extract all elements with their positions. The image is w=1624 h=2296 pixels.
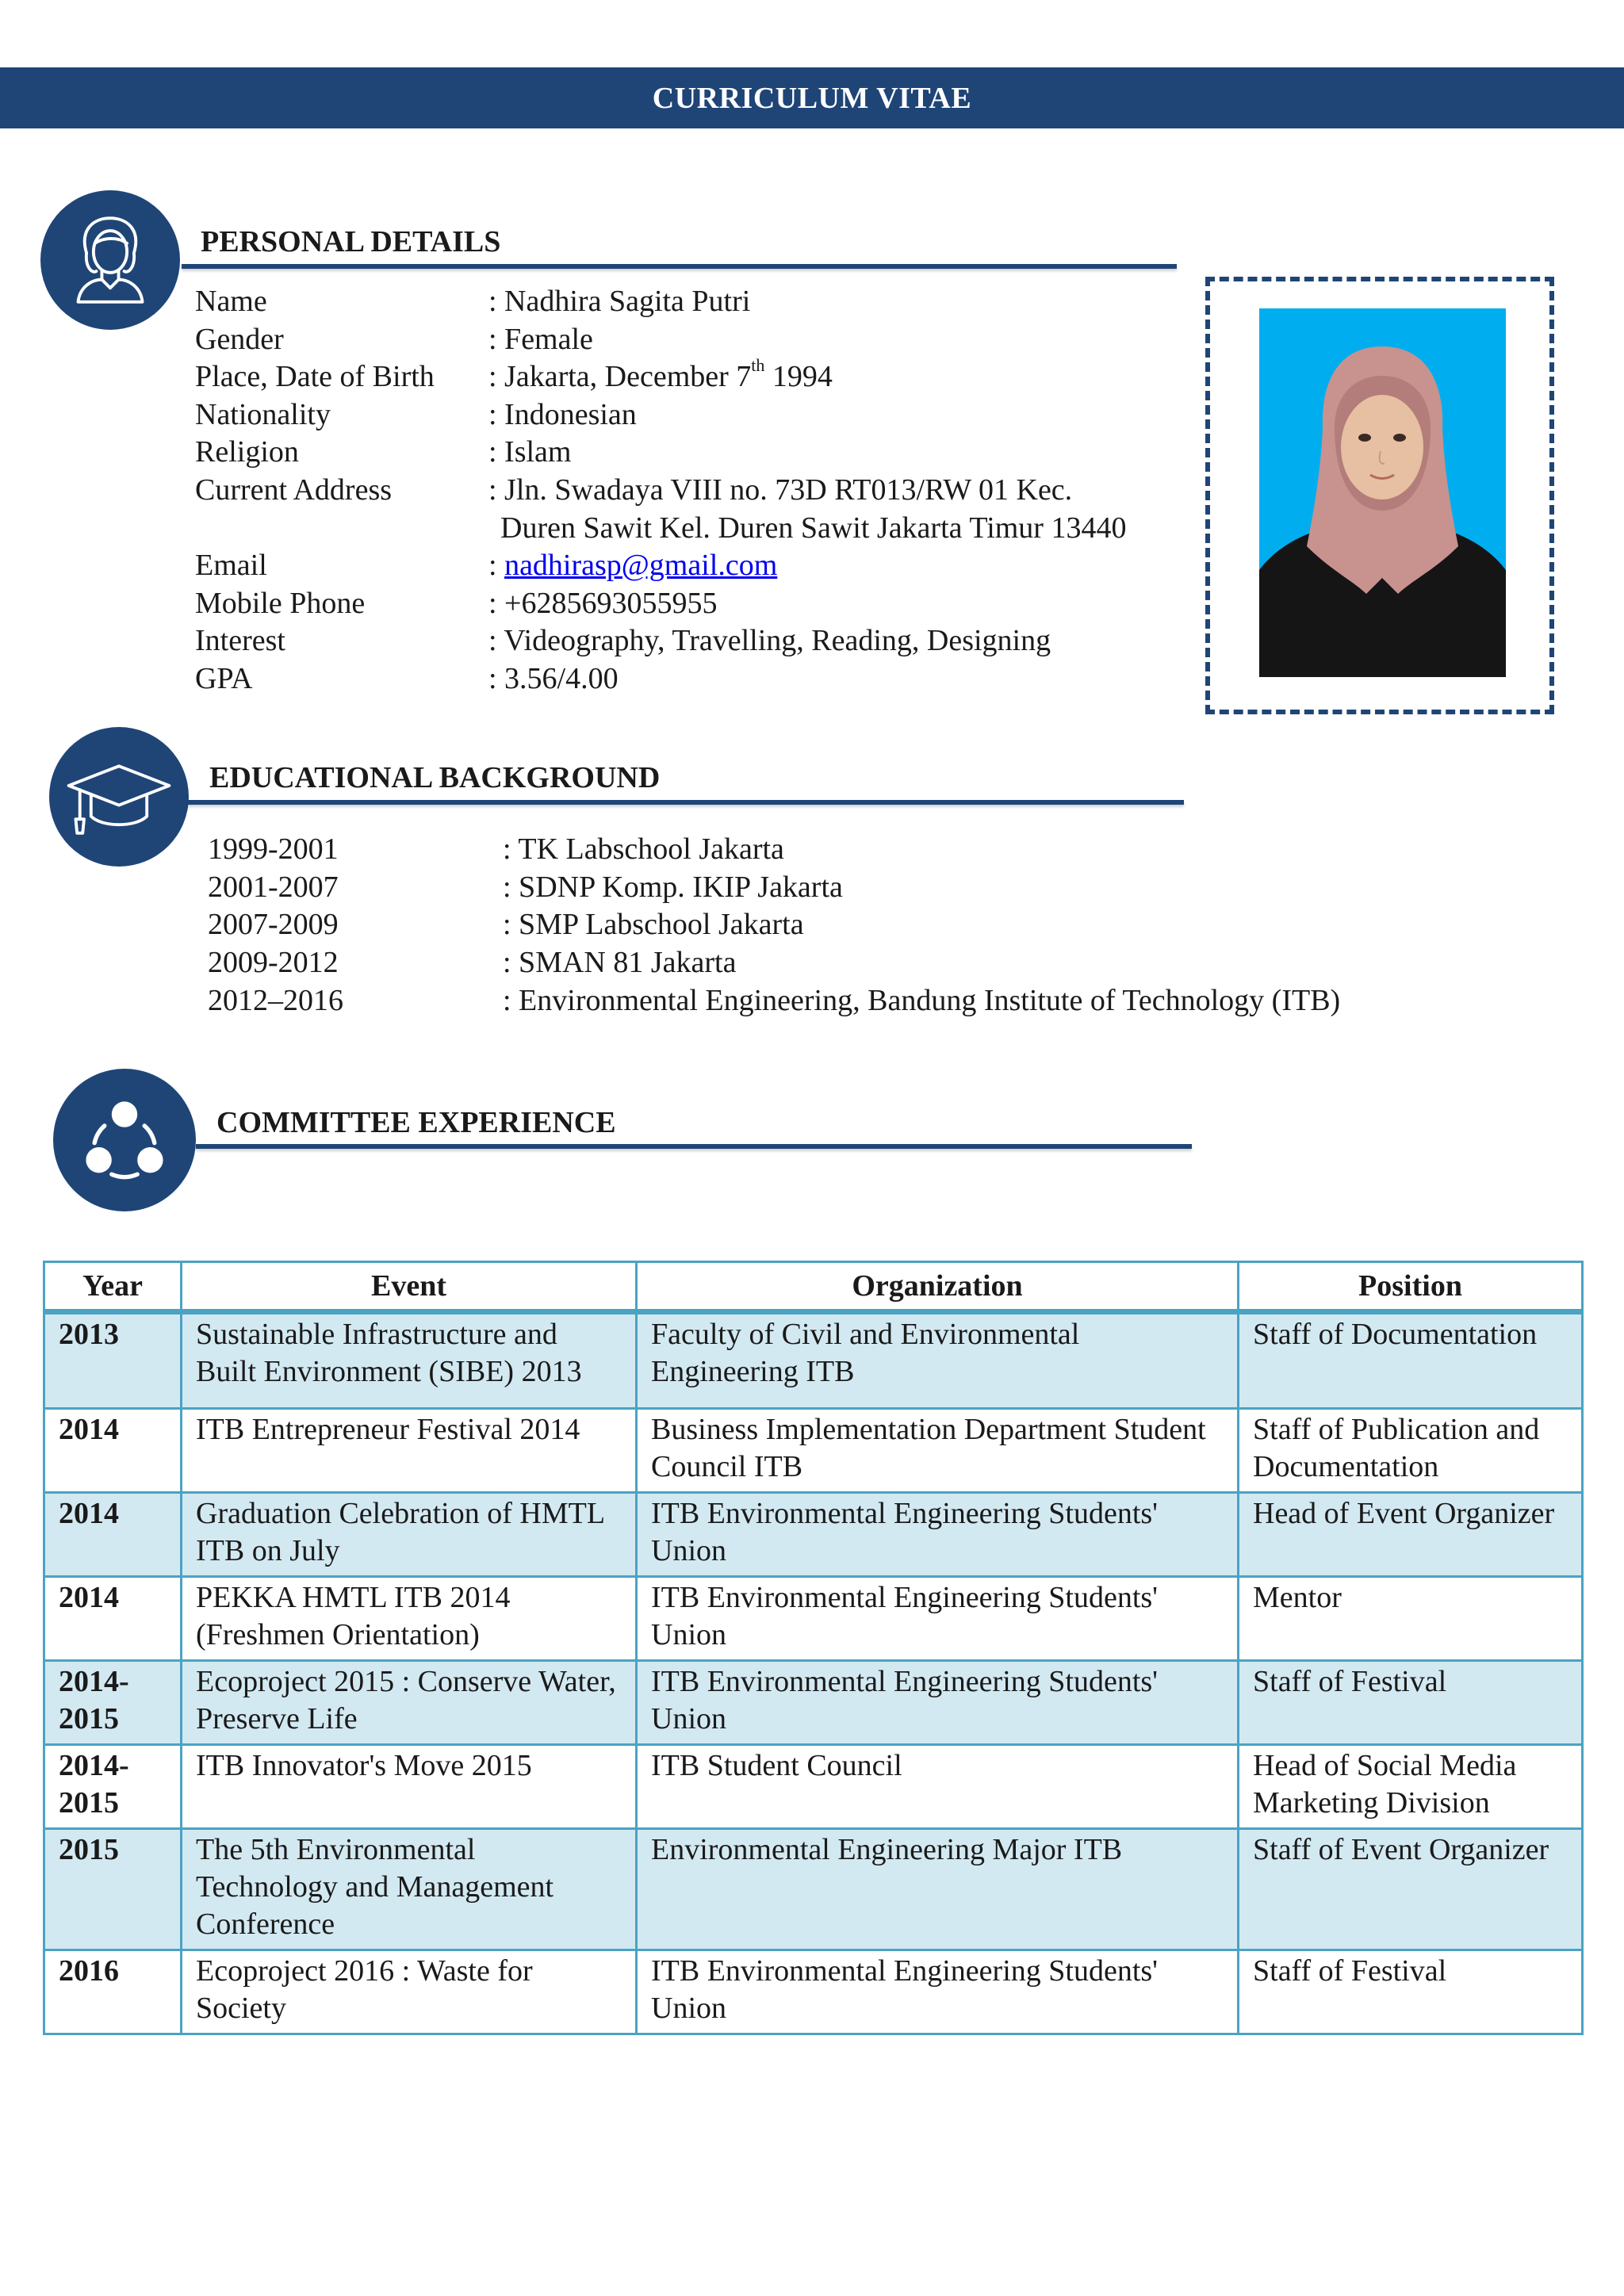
gender-label: Gender bbox=[195, 322, 284, 356]
table-header-row bbox=[44, 1262, 1583, 1312]
education-school: : TK Labschool Jakarta bbox=[503, 832, 784, 866]
cell-year: 2014 bbox=[44, 1493, 182, 1577]
birth-value bbox=[488, 354, 833, 396]
cell-organization: Environmental Engineering Major ITB bbox=[637, 1829, 1239, 1950]
personal-details-title: PERSONAL DETAILS bbox=[201, 225, 501, 258]
table-row bbox=[44, 1661, 1583, 1745]
nationality-value: : Indonesian bbox=[488, 397, 637, 431]
phone-label: Mobile Phone bbox=[195, 586, 366, 620]
education-school: : SMAN 81 Jakarta bbox=[503, 946, 737, 980]
education-years: 1999-2001 bbox=[208, 832, 339, 866]
cell-organization: ITB Environmental Engineering Students' Union bbox=[637, 1577, 1239, 1661]
education-years: 2012–2016 bbox=[208, 983, 343, 1017]
table-row bbox=[44, 1493, 1583, 1577]
cell-position: Staff of Documentation bbox=[1239, 1312, 1583, 1409]
table-row bbox=[44, 1745, 1583, 1829]
user-profile-icon bbox=[40, 190, 180, 330]
column-header-position: Position bbox=[1239, 1262, 1583, 1312]
name-label: Name bbox=[195, 285, 267, 318]
committee-experience-title: COMMITTEE EXPERIENCE bbox=[216, 1106, 616, 1139]
cell-position: Head of Event Organizer bbox=[1239, 1493, 1583, 1577]
educational-background-title: EDUCATIONAL BACKGROUND bbox=[209, 761, 661, 794]
birth-value-main: : Jakarta, December 7 bbox=[488, 360, 752, 394]
cell-organization: ITB Environmental Engineering Students' Union bbox=[637, 1661, 1239, 1745]
table-row bbox=[44, 1829, 1583, 1950]
education-school: : SDNP Komp. IKIP Jakarta bbox=[503, 870, 843, 904]
cell-event: ITB Entrepreneur Festival 2014 bbox=[182, 1409, 637, 1493]
cell-year: 2014 bbox=[44, 1409, 182, 1493]
education-years: 2001-2007 bbox=[208, 870, 339, 904]
cell-year: 2013 bbox=[44, 1312, 182, 1409]
cell-year: 2014-2015 bbox=[44, 1745, 182, 1829]
cell-position: Staff of Event Organizer bbox=[1239, 1829, 1583, 1950]
cell-position: Staff of Publication and Documentation bbox=[1239, 1409, 1583, 1493]
graduation-cap-icon bbox=[49, 727, 189, 867]
cell-organization: ITB Environmental Engineering Students' Union bbox=[637, 1950, 1239, 2034]
cell-position: Staff of Festival bbox=[1239, 1661, 1583, 1745]
cell-event: Ecoproject 2016 : Waste for Society bbox=[182, 1950, 637, 2034]
committee-experience-divider bbox=[196, 1144, 1192, 1149]
cell-year: 2015 bbox=[44, 1829, 182, 1950]
gpa-label: GPA bbox=[195, 661, 253, 695]
profile-photo bbox=[1259, 308, 1506, 677]
cell-event: Ecoproject 2015 : Conserve Water, Preserve Life bbox=[182, 1661, 637, 1745]
education-school: : SMP Labschool Jakarta bbox=[503, 908, 804, 942]
cell-event: ITB Innovator's Move 2015 bbox=[182, 1745, 637, 1829]
education-years: 2009-2012 bbox=[208, 946, 339, 980]
cell-event: PEKKA HMTL ITB 2014 (Freshmen Orientation) bbox=[182, 1577, 637, 1661]
religion-label: Religion bbox=[195, 435, 299, 469]
committee-table bbox=[43, 1261, 1584, 2035]
birth-value-ordinal: th bbox=[751, 354, 765, 375]
table-row bbox=[44, 1312, 1583, 1409]
phone-value: : +6285693055955 bbox=[488, 586, 718, 620]
education-school: : Environmental Engineering, Bandung Institute of Technology (ITB) bbox=[503, 983, 1341, 1017]
cell-organization: ITB Student Council bbox=[637, 1745, 1239, 1829]
birth-label: Place, Date of Birth bbox=[195, 360, 435, 394]
gender-value: : Female bbox=[488, 322, 593, 356]
group-network-icon bbox=[53, 1069, 196, 1211]
cell-position: Staff of Festival bbox=[1239, 1950, 1583, 2034]
cell-organization: ITB Environmental Engineering Students' Union bbox=[637, 1493, 1239, 1577]
address-label: Current Address bbox=[195, 473, 393, 507]
cell-position: Mentor bbox=[1239, 1577, 1583, 1661]
nationality-label: Nationality bbox=[195, 397, 331, 431]
personal-details-divider bbox=[182, 264, 1177, 269]
email-value bbox=[488, 547, 777, 585]
address-line-1: : Jln. Swadaya VIII no. 73D RT013/RW 01 Kec. bbox=[488, 473, 1073, 507]
religion-value: : Islam bbox=[488, 435, 572, 469]
cv-title: CURRICULUM VITAE bbox=[652, 81, 972, 115]
table-row bbox=[44, 1950, 1583, 2034]
name-value: : Nadhira Sagita Putri bbox=[488, 285, 751, 318]
interest-label: Interest bbox=[195, 624, 285, 658]
cell-year: 2014-2015 bbox=[44, 1661, 182, 1745]
cell-event: The 5th Environmental Technology and Management Conference bbox=[182, 1829, 637, 1950]
interest-value: : Videography, Travelling, Reading, Designing bbox=[488, 624, 1051, 658]
email-colon: : bbox=[488, 549, 505, 583]
cell-year: 2016 bbox=[44, 1950, 182, 2034]
education-years: 2007-2009 bbox=[208, 908, 339, 942]
cell-year: 2014 bbox=[44, 1577, 182, 1661]
address-line-2: Duren Sawit Kel. Duren Sawit Jakarta Timur 13440 bbox=[500, 511, 1127, 545]
birth-value-year: 1994 bbox=[764, 360, 833, 394]
email-label: Email bbox=[195, 549, 267, 583]
column-header-organization: Organization bbox=[637, 1262, 1239, 1312]
table-row bbox=[44, 1409, 1583, 1493]
cv-title-banner bbox=[0, 67, 1624, 128]
cell-position: Head of Social Media Marketing Division bbox=[1239, 1745, 1583, 1829]
cell-organization: Business Implementation Department Student Council ITB bbox=[637, 1409, 1239, 1493]
educational-background-divider bbox=[188, 800, 1184, 805]
gpa-value: : 3.56/4.00 bbox=[488, 661, 619, 695]
cell-organization: Faculty of Civil and Environmental Engineering ITB bbox=[637, 1312, 1239, 1409]
cell-event: Sustainable Infrastructure and Built Environment (SIBE) 2013 bbox=[182, 1312, 637, 1409]
table-row bbox=[44, 1577, 1583, 1661]
column-header-event: Event bbox=[182, 1262, 637, 1312]
column-header-year: Year bbox=[44, 1262, 182, 1312]
email-link[interactable]: nadhirasp@gmail.com bbox=[504, 549, 778, 583]
cell-event: Graduation Celebration of HMTL ITB on July bbox=[182, 1493, 637, 1577]
